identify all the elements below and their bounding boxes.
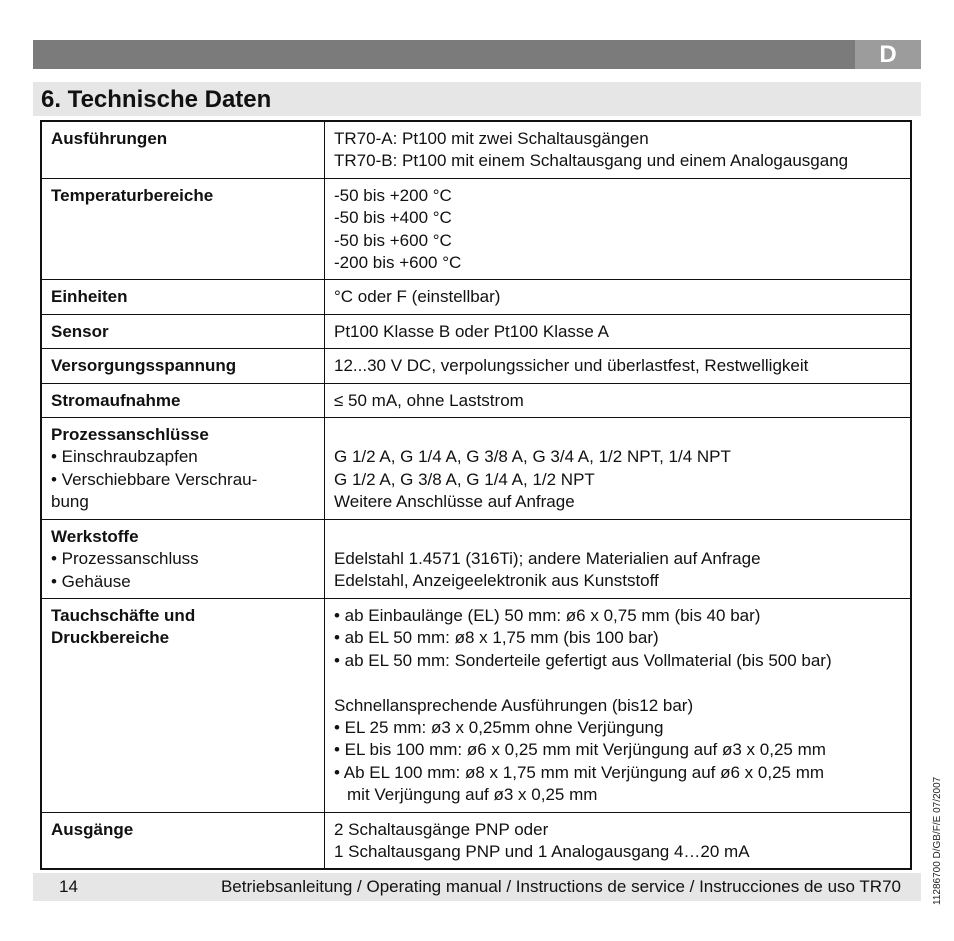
- row-label: Temperaturbereiche: [41, 178, 325, 280]
- table-row: [41, 314, 911, 348]
- value-line: • ab EL 50 mm: Sonderteile gefertigt aus Vollmaterial (bis 500 bar): [334, 650, 832, 670]
- value-line: mit Verjüngung auf ø3 x 0,25 mm: [347, 785, 598, 805]
- row-value: 12...30 V DC, verpolungssicher und überlastfest, Restwelligkeit: [325, 349, 912, 383]
- label-heading: Druckbereiche: [51, 628, 170, 648]
- label-heading: Werkstoffe: [51, 526, 139, 546]
- row-label: Ausgänge: [41, 812, 325, 869]
- table-row: [41, 383, 911, 417]
- value-line: • ab EL 50 mm: ø8 x 1,75 mm (bis 100 bar): [334, 628, 659, 648]
- row-label: [41, 519, 325, 598]
- value-line: G 1/2 A, G 3/8 A, G 1/4 A, 1/2 NPT: [334, 469, 595, 489]
- section-title: 6. Technische Daten: [41, 86, 272, 113]
- label-subitem: • Einschraubzapfen: [51, 447, 198, 467]
- value-line: 2 Schaltausgänge PNP oder: [334, 819, 549, 839]
- document-code: 11286700 D/GB/F/E 07/2007: [932, 776, 943, 905]
- table-row: [41, 121, 911, 178]
- label-subitem: • Gehäuse: [51, 571, 131, 591]
- value-line: Edelstahl, Anzeigeelektronik aus Kunststoff: [334, 571, 659, 591]
- language-tab: D: [855, 40, 921, 69]
- row-value: [325, 178, 912, 280]
- section-title-bar: [33, 82, 921, 116]
- value-line: • ab Einbaulänge (EL) 50 mm: ø6 x 0,75 mm (bis 40 bar): [334, 605, 761, 625]
- value-line: -200 bis +600 °C: [334, 253, 462, 273]
- label-subitem: • Verschiebbare Verschrau-: [51, 469, 258, 489]
- table-row: [41, 598, 911, 812]
- table-row: [41, 418, 911, 520]
- value-line: TR70-B: Pt100 mit einem Schaltausgang und einem Analogausgang: [334, 151, 849, 171]
- row-label: Stromaufnahme: [41, 383, 325, 417]
- value-line: • EL bis 100 mm: ø6 x 0,25 mm mit Verjüngung auf ø3 x 0,25 mm: [334, 740, 826, 760]
- row-label: [41, 418, 325, 520]
- page-footer: [33, 873, 921, 901]
- row-value: Pt100 Klasse B oder Pt100 Klasse A: [325, 314, 912, 348]
- value-line: TR70-A: Pt100 mit zwei Schaltausgängen: [334, 129, 649, 148]
- label-subitem: • Prozessanschluss: [51, 549, 199, 569]
- value-line: Schnellansprechende Ausführungen (bis12 bar): [334, 695, 694, 715]
- value-line: -50 bis +600 °C: [334, 230, 452, 250]
- row-label: Ausführungen: [41, 121, 325, 178]
- row-value: [325, 121, 912, 178]
- header-bar: [33, 40, 855, 69]
- spec-table: [40, 120, 912, 870]
- label-heading: Prozessanschlüsse: [51, 425, 209, 445]
- row-value: °C oder F (einstellbar): [325, 280, 912, 314]
- value-line: -50 bis +400 °C: [334, 208, 452, 228]
- value-line: Weitere Anschlüsse auf Anfrage: [334, 492, 575, 512]
- footer-text: Betriebsanleitung / Operating manual / Instructions de service / Instrucciones de uso TR70: [220, 877, 901, 896]
- row-value: [325, 598, 912, 812]
- row-label: Sensor: [41, 314, 325, 348]
- value-line: • Ab EL 100 mm: ø8 x 1,75 mm mit Verjüngung auf ø6 x 0,25 mm: [334, 762, 825, 782]
- label-subitem: bung: [51, 492, 89, 512]
- table-row: [41, 519, 911, 598]
- table-row: [41, 280, 911, 314]
- row-value: [325, 519, 912, 598]
- row-label: Einheiten: [41, 280, 325, 314]
- row-value: [325, 418, 912, 520]
- page-number: 14: [59, 877, 78, 896]
- row-value: [325, 812, 912, 869]
- row-label: [41, 598, 325, 812]
- row-value: ≤ 50 mA, ohne Laststrom: [325, 383, 912, 417]
- table-row: [41, 349, 911, 383]
- table-row: [41, 812, 911, 869]
- table-row: [41, 178, 911, 280]
- value-line: -50 bis +200 °C: [334, 185, 452, 205]
- value-line: Edelstahl 1.4571 (316Ti); andere Materialien auf Anfrage: [334, 549, 761, 569]
- row-label: Versorgungsspannung: [41, 349, 325, 383]
- value-line: 1 Schaltausgang PNP und 1 Analogausgang 4…20 mA: [334, 841, 750, 861]
- label-heading: Tauchschäfte und: [51, 605, 196, 625]
- value-line: • EL 25 mm: ø3 x 0,25mm ohne Verjüngung: [334, 717, 664, 737]
- value-line: G 1/2 A, G 1/4 A, G 3/8 A, G 3/4 A, 1/2 NPT, 1/4 NPT: [334, 447, 731, 467]
